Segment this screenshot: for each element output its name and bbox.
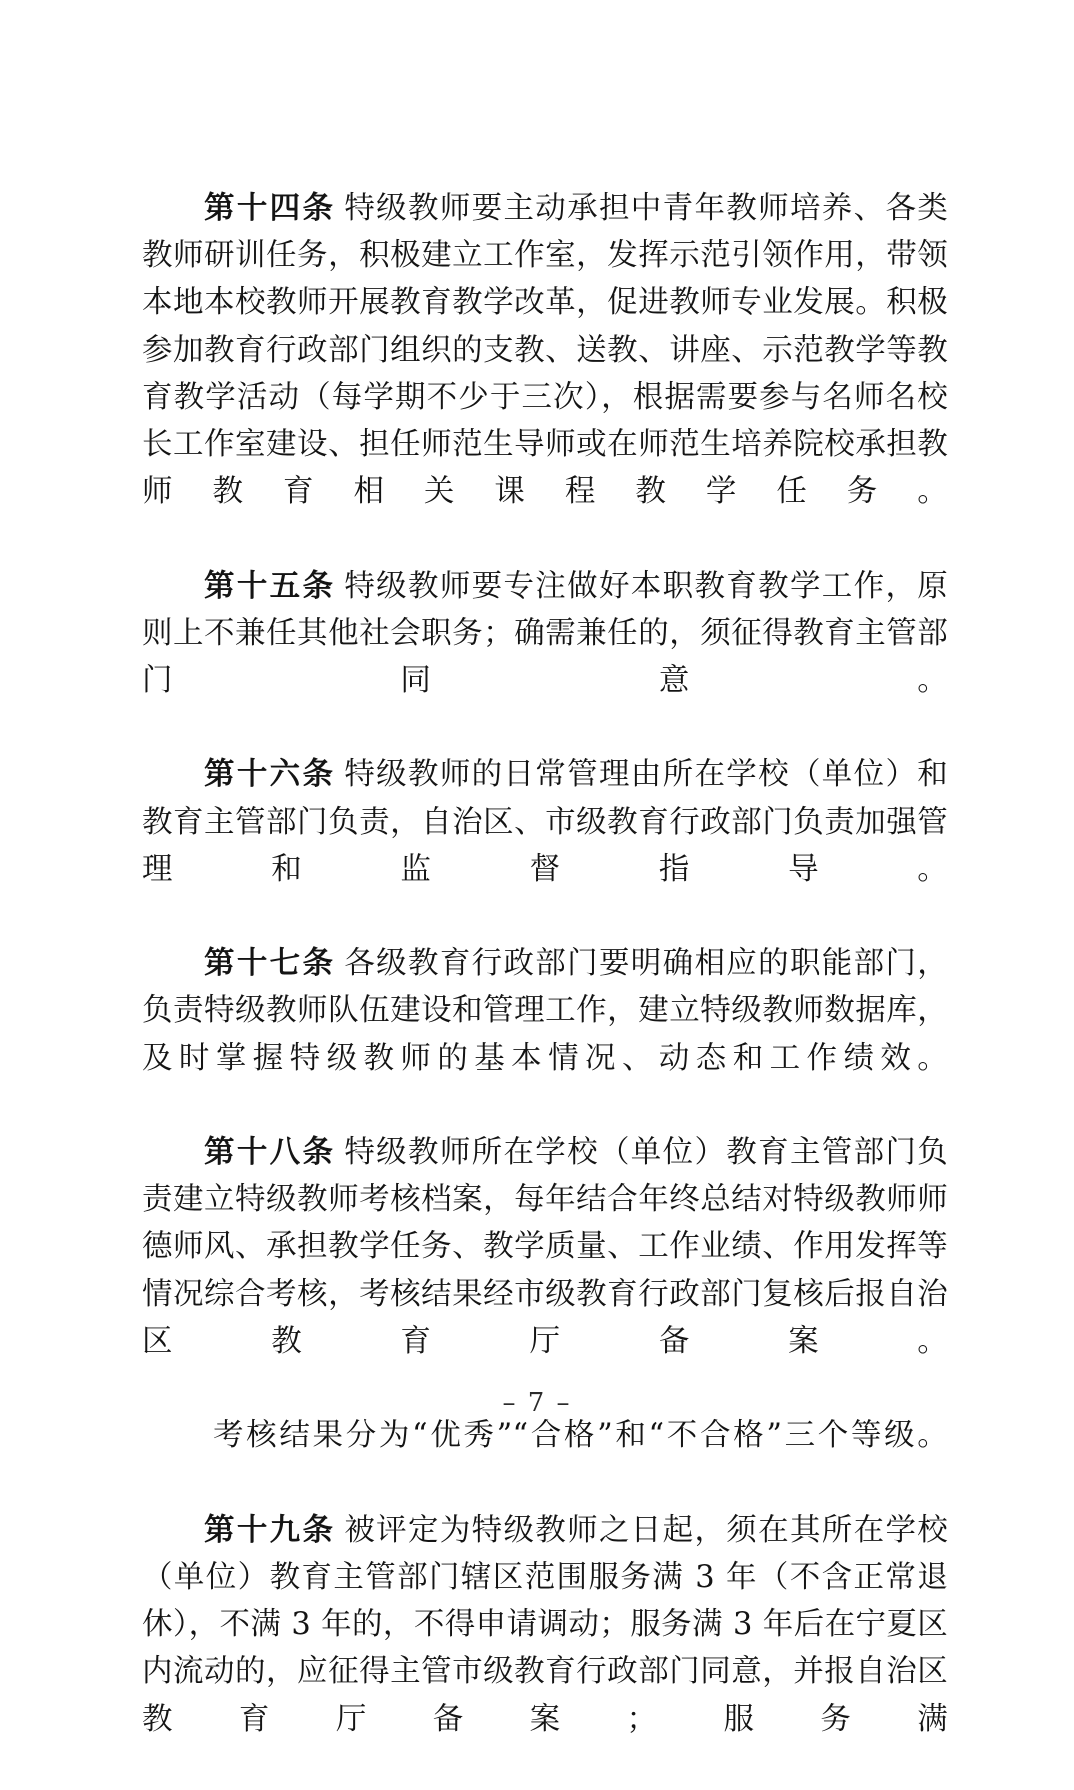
paragraph-article-16 [142, 751, 948, 940]
article-body-16: 特级教师的日常管理由所在学校（单位）和教育主管部门负责，自治区、市级教育行政部门负责加强管理和监督指导。 [142, 757, 948, 887]
paragraph-article-14 [142, 185, 948, 563]
article-label-18-continued [204, 1417, 213, 1453]
article-body-14: 特级教师要主动承担中青年教师培养、各类教师研训任务，积极建立工作室，发挥示范引领作用，带领本地本校教师开展教育教学改革，促进教师专业发展。积极参加教育行政部门组织的支教、送教、讲座、示范教学等教育教学活动（每学期不少于三次），根据需要参与名师名校长工作室建设、担任师范生导师或在师范生培养院校承担教师教育相关课程教学任务。 [142, 191, 948, 510]
article-label-14: 第十四条 [204, 190, 336, 226]
paragraph-article-18-continued [142, 1412, 948, 1506]
paragraph-article-15 [142, 563, 948, 752]
paragraph-article-18 [142, 1129, 948, 1412]
article-label-16: 第十六条 [204, 756, 336, 793]
article-body-18: 特级教师所在学校（单位）教育主管部门负责建立特级教师考核档案，每年结合年终总结对特级教师师德师风、承担教学任务、教学质量、工作业绩、作用发挥等情况综合考核，考核结果经市级教育行政部门复核后报自治区教育厅备案。 [142, 1135, 948, 1359]
article-body-19: 被评定为特级教师之日起，须在其所在学校（单位）教育主管部门辖区范围服务满 3 年（不含正常退休），不满 3 年的，不得申请调动；服务满 3 年后在宁夏区内流动的，应征得主管市级教育行政部门同意，并报自治区教育厅备案；服务满 [142, 1512, 948, 1737]
paragraph-article-19 [142, 1507, 948, 1790]
article-body-18-continued: 考核结果分为“优秀”“合格”和“不合格”三个等级。 [213, 1418, 948, 1454]
article-label-17: 第十七条 [204, 945, 336, 982]
paragraph-article-17 [142, 940, 948, 1129]
article-label-15: 第十五条 [204, 567, 336, 604]
page-number: – 7 – [502, 1388, 572, 1418]
article-label-18: 第十八条 [204, 1134, 336, 1171]
document-body [142, 185, 948, 1790]
article-body-17: 各级教育行政部门要明确相应的职能部门，负责特级教师队伍建设和管理工作，建立特级教师数据库，及时掌握特级教师的基本情况、动态和工作绩效。 [142, 946, 948, 1076]
article-label-19: 第十九条 [204, 1511, 336, 1548]
article-body-15: 特级教师要专注做好本职教育教学工作，原则上不兼任其他社会职务；确需兼任的，须征得教育主管部门同意。 [142, 568, 948, 699]
